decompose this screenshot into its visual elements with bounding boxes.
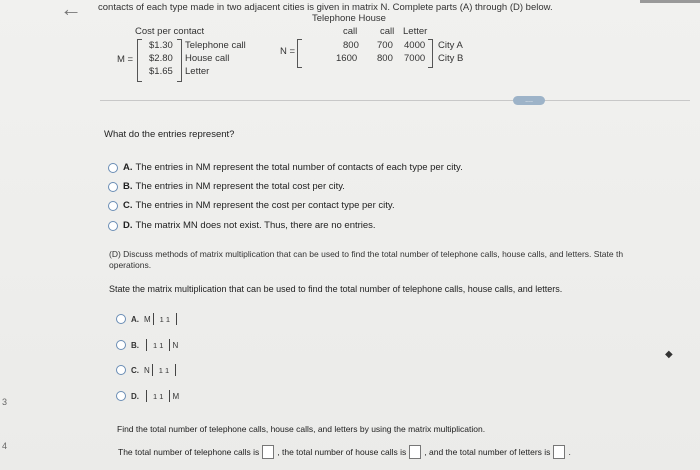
matrix-m-value-2: $1.65 — [149, 66, 173, 77]
matrix-n-cell-0-1: 700 — [377, 40, 393, 51]
row-vector: 1 1 — [153, 313, 177, 325]
option-text: The matrix MN does not exist. Thus, there are no entries. — [135, 220, 376, 231]
option-text: The entries in NM represent the cost per contact type per city. — [135, 200, 395, 211]
matrix-n-row-label-0: City A — [438, 40, 463, 51]
option-letter: A. — [123, 162, 133, 173]
option-text: The entries in NM represent the total number of contacts of each type per city. — [135, 162, 463, 173]
matrix-m-label-0: Telephone call — [185, 40, 246, 51]
matrix-n-cell-1-0: 1600 — [336, 53, 358, 64]
matrix-n-row-label-1: City B — [438, 53, 464, 64]
row-vector: 1 1 — [146, 390, 170, 402]
radio-icon[interactable] — [108, 163, 118, 173]
side-number: 3 — [2, 397, 8, 407]
telephone-calls-input[interactable] — [262, 445, 274, 459]
option-letter: C. — [131, 365, 139, 375]
matrix-n-cell-1-1: 800 — [377, 53, 393, 64]
option-letter: A. — [131, 314, 139, 324]
matrix-n-col-0: call — [343, 26, 358, 37]
matrix-m-label-2: Letter — [185, 66, 210, 77]
option-c[interactable] — [108, 200, 395, 211]
option-letter: D. — [123, 220, 133, 231]
option-d[interactable] — [108, 220, 376, 231]
problem-header: contacts of each type made in two adjacent cities is given in matrix N. Complete parts (A) through (D) below. — [98, 2, 553, 13]
option-text: The entries in NM represent the total cost per city. — [135, 181, 345, 192]
matrix-m-value-0: $1.30 — [149, 40, 173, 51]
matrix-n-label: N = — [280, 46, 296, 57]
matrix-m-label-1: House call — [185, 53, 230, 64]
back-arrow-icon[interactable]: ← — [60, 0, 82, 21]
totals-text-4: . — [568, 447, 571, 457]
totals-text-1: The total number of telephone calls is — [118, 447, 260, 457]
matrix-n-header-top: Telephone House — [312, 13, 386, 24]
matrix-m-left-bracket — [137, 39, 142, 82]
option-b[interactable] — [108, 181, 345, 192]
matrix-n-col-1: call — [380, 26, 395, 37]
part-d-instruction: State the matrix multiplication that can be used to find the total number of telephone calls, house calls, and letters. — [109, 284, 563, 294]
totals-text-3: , and the total number of letters is — [424, 447, 551, 457]
radio-icon[interactable] — [116, 340, 126, 350]
row-vector: 1 1 — [152, 364, 176, 376]
option-letter: C. — [123, 200, 133, 211]
option-a[interactable] — [108, 162, 463, 173]
radio-icon[interactable] — [116, 365, 126, 375]
radio-icon[interactable] — [116, 391, 126, 401]
mouse-cursor-icon: ◆ — [665, 349, 673, 360]
matrix-m-right-bracket — [177, 39, 182, 82]
matrix-m-value-1: $2.80 — [149, 53, 173, 64]
letters-input[interactable] — [553, 445, 565, 459]
radio-icon[interactable] — [108, 201, 118, 211]
header-divider — [640, 0, 700, 3]
matrix-suffix: M — [172, 391, 180, 401]
matrix-n-left-bracket — [297, 39, 302, 68]
find-totals-text: Find the total number of telephone calls, house calls, and letters by using the matrix multiplication. — [117, 424, 486, 434]
matrix-m-title: Cost per contact — [135, 26, 205, 37]
option-letter: B. — [123, 181, 133, 192]
matrix-suffix: N — [172, 340, 179, 350]
side-number: 4 — [2, 441, 8, 451]
radio-icon[interactable] — [108, 221, 118, 231]
house-calls-input[interactable] — [409, 445, 421, 459]
part-d-text: (D) Discuss methods of matrix multiplication that can be used to find the total number of telephone calls, house calls, and letters. State th — [109, 249, 624, 259]
matrix-option-b[interactable] — [116, 339, 178, 351]
matrix-prefix: N — [144, 365, 150, 375]
matrix-prefix: M — [144, 314, 151, 324]
radio-icon[interactable] — [108, 182, 118, 192]
section-divider — [100, 100, 690, 101]
option-letter: B. — [131, 340, 139, 350]
matrix-n-cell-0-2: 4000 — [404, 40, 426, 51]
totals-text-2: , the total number of house calls is — [277, 447, 407, 457]
option-letter: D. — [131, 391, 139, 401]
matrix-n-cell-1-2: 7000 — [404, 53, 426, 64]
matrix-n-cell-0-0: 800 — [343, 40, 359, 51]
matrix-n-col-2: Letter — [403, 26, 428, 37]
part-d-text-cont: operations. — [109, 260, 152, 270]
matrix-m-label: M = — [117, 54, 134, 65]
totals-sentence — [118, 445, 571, 459]
matrix-option-a[interactable] — [116, 313, 179, 325]
matrix-option-c[interactable] — [116, 364, 178, 376]
expand-button[interactable]: .... — [513, 96, 545, 105]
matrix-option-d[interactable] — [116, 390, 179, 402]
radio-icon[interactable] — [116, 314, 126, 324]
row-vector: 1 1 — [146, 339, 170, 351]
question-text: What do the entries represent? — [104, 129, 235, 140]
matrix-n-right-bracket — [428, 39, 433, 68]
